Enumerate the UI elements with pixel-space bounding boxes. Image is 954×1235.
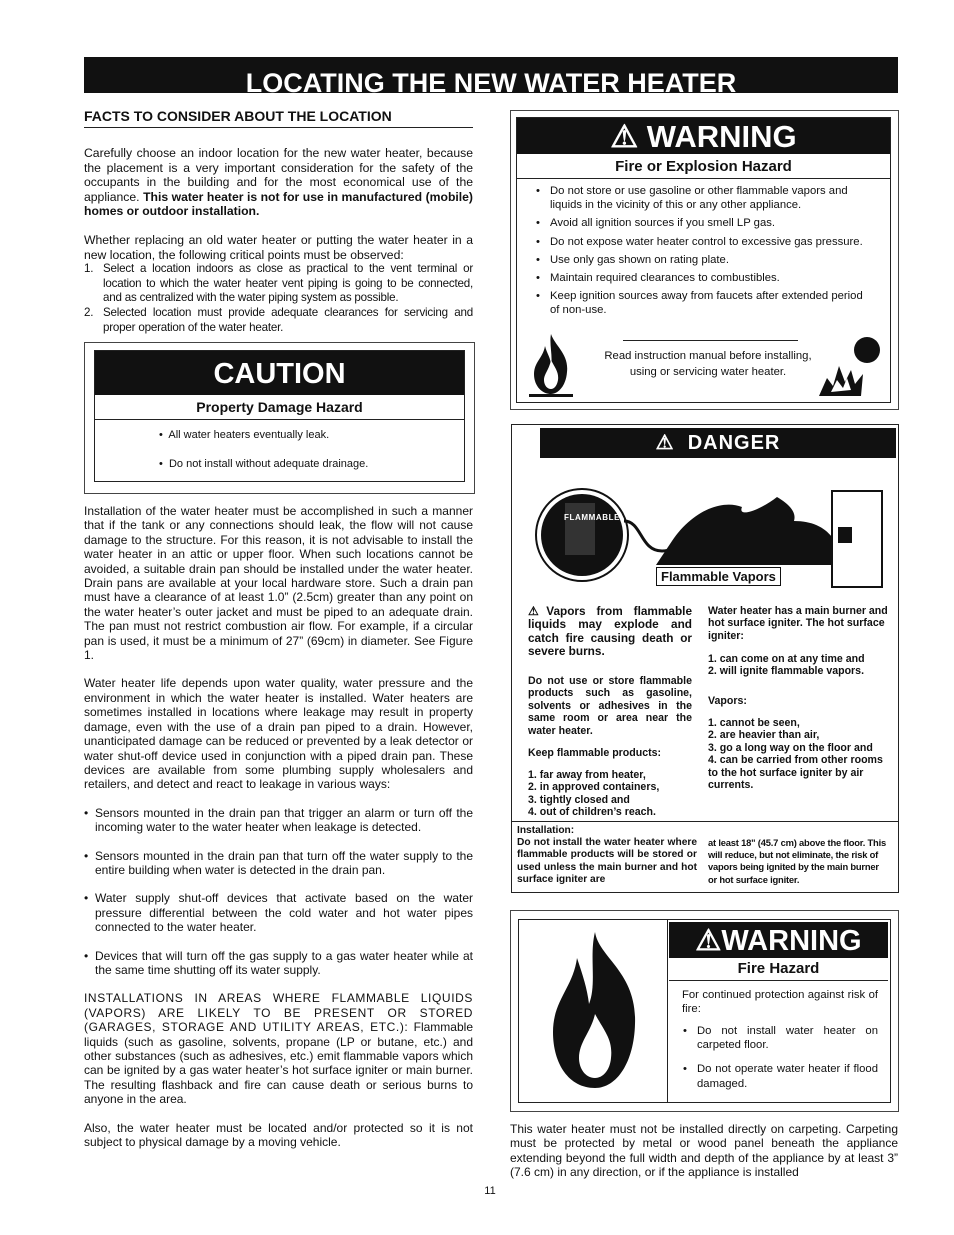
alert-triangle-icon: ⚠ <box>695 925 722 957</box>
intro-paragraph <box>84 146 473 219</box>
carpet-paragraph: This water heater must not be installed directly on carpeting. Carpeting must be protected by metal or wood panel beneath the appliance extending beyond the full width and depth of the appliance by at least 3” (7.6 cm) in any direction, or if the appliance is installed <box>510 1122 898 1180</box>
warning-subtitle: Fire Hazard <box>669 958 888 981</box>
point-text: Selected location must provide adequate clearances for servicing and proper operation of the water heater. <box>103 305 473 334</box>
list-item: 2. are heavier than air, <box>708 729 820 742</box>
device-list <box>84 806 473 978</box>
left-column-bottom <box>84 504 473 1163</box>
list-item <box>84 262 473 306</box>
fire-explosion-warning <box>516 117 891 403</box>
location-points <box>84 262 473 335</box>
vapors-warning: ⚠Vapors from flammable liquids may explode and catch fire causing death or severe burns. <box>528 604 692 659</box>
can-label: FLAMMABLE <box>563 513 621 522</box>
installation-heading: Installation: <box>517 825 575 836</box>
explosion-icon <box>817 334 885 400</box>
keep-list <box>528 769 692 819</box>
vapors-label: Flammable Vapors <box>656 567 781 586</box>
list-item: • Sensors mounted in the drain pan that turn off the water supply to the entire building when water is detected in the drain pan. <box>84 849 473 878</box>
flammable-rest: Flammable liquids (such as gasoline, solvents, propane (LP or butane, etc.) and other substances (such as adhesives, etc.) emit flammable vapors which can be ignited by a gas water heater’s hot surface igniter or main burner. The resulting flashback and fire can cause death or serious burns to anyone in the area. <box>84 1020 473 1107</box>
fire-hazard-warning <box>518 919 891 1103</box>
list-item: • Devices that will turn off the gas supply to a gas water heater while at the same time shutting off its water supply. <box>84 949 473 978</box>
list-item: • Sensors mounted in the drain pan that trigger an alarm or turn off the incoming water to the water heater when leakage is detected. <box>84 806 473 835</box>
igniter-list <box>708 653 890 678</box>
list-item: • Water supply shut-off devices that activate based on the water pressure differential between the cold water and hot water pipes connected to the water heater. <box>84 891 473 934</box>
installation-text-cont: at least 18" (45.7 cm) above the floor. This will reduce, but not eliminate, the risk of vapors being ignited by the main burner or hot surface igniter. <box>708 837 886 885</box>
list-item: 4. can be carried from other rooms to the hot surface igniter by air currents. <box>708 754 883 792</box>
list-item: 3. go a long way on the floor and <box>708 741 873 754</box>
divider <box>623 340 798 341</box>
left-column-top <box>84 146 473 349</box>
point-number: 1. <box>84 262 94 276</box>
alert-triangle-icon: ⚠ <box>610 119 639 154</box>
list-item: 4. out of children’s reach. <box>528 806 656 819</box>
caution-subtitle: Property Damage Hazard <box>95 395 464 420</box>
list-item: • Avoid all ignition sources if you smell LP gas. <box>535 216 875 230</box>
divider <box>667 920 668 1102</box>
divider <box>512 821 898 822</box>
page-number: 11 <box>484 1185 496 1197</box>
list-item: • Do not install water heater on carpeted floor. <box>682 1024 878 1052</box>
list-item: 3. tightly closed and <box>528 793 630 806</box>
life-paragraph: Water heater life depends upon water quality, water pressure and the environment in which the water heater is installed. Water heaters are sometimes installed in locations where leakage may result in property damage, even with the use of a drain pan piped to a drain. However, unanticipated damage can be reduced or prevented by a leak detector or water shut-off device used in conjunction with a piped drain pan. These devices are available from some plumbing supply wholesalers and retailers, and detect and react to leakage in various ways: <box>84 676 473 792</box>
page-title: LOCATING THE NEW WATER HEATER <box>84 57 898 93</box>
intro-bold: This water heater is not for use in manufactured (mobile) homes or outdoor installation. <box>84 189 473 219</box>
caution-item: • All water heaters eventually leak. <box>159 429 330 441</box>
warning-title: ⚠WARNING <box>669 922 888 958</box>
point-text: Select a location indoors as close as practical to the vent terminal or location to which the water heater vent piping is going to be connected, and as centralized with the water piping system as possible. <box>103 262 473 305</box>
warning-subtitle: Fire or Explosion Hazard <box>517 154 890 179</box>
flammable-caps: INSTALLATIONS IN AREAS WHERE FLAMMABLE LIQUIDS (VAPORS) ARE LIKELY TO BE PRESENT OR STORED (GARAGES, STORAGE AND UTILITY AREAS, ETC.): <box>84 991 473 1035</box>
list-item: 1. can come on at any time and <box>708 653 865 665</box>
list-item: • Do not operate water heater if flood damaged. <box>682 1062 878 1090</box>
list-item: • Use only gas shown on rating plate. <box>535 253 875 267</box>
list-item: • Maintain required clearances to combustibles. <box>535 271 875 285</box>
list-item: 1. cannot be seen, <box>708 717 800 729</box>
list-item <box>84 306 473 335</box>
vapors-heading: Vapors: <box>708 695 747 707</box>
installation-text: Do not install the water heater where flammable products will be stored or used unless the main burner and hot surface igniter are <box>517 837 697 885</box>
warning-title: ⚠ WARNING <box>517 118 890 154</box>
warning-list <box>682 1024 878 1095</box>
flammable-paragraph <box>84 991 473 1106</box>
installation-note <box>517 825 697 886</box>
list-item: 2. in approved containers, <box>528 781 660 794</box>
flame-icon <box>525 332 577 398</box>
warning-list <box>535 184 875 322</box>
list-item: 2. will ignite flammable vapors. <box>708 665 865 678</box>
warning-note: Read instruction manual before installing, using or servicing water heater. <box>604 350 812 378</box>
list-item: • Do not store or use gasoline or other flammable vapors and liquids in the vicinity of this or any other appliance. <box>535 184 875 212</box>
flame-icon <box>539 928 651 1094</box>
replace-paragraph: Whether replacing an old water heater or putting the water heater in a new location, the following critical points must be observed: <box>84 232 473 262</box>
caution-box <box>94 350 465 482</box>
burner-text: Water heater has a main burner and hot surface igniter. The hot surface igniter: <box>708 605 888 642</box>
danger-label <box>511 424 899 893</box>
vehicle-paragraph: Also, the water heater must be located and/or protected so it is not subject to physical damage by a moving vehicle. <box>84 1120 473 1150</box>
danger-title: ⚠ DANGER <box>540 428 896 458</box>
keep-heading: Keep flammable products: <box>528 747 662 759</box>
section-heading: FACTS TO CONSIDER ABOUT THE LOCATION <box>84 108 473 128</box>
alert-triangle-icon: ⚠ <box>528 604 547 618</box>
vapors-list <box>708 717 884 791</box>
list-item: 1. far away from heater, <box>528 769 646 781</box>
caution-title: CAUTION <box>95 351 464 395</box>
alert-triangle-icon: ⚠ <box>655 432 675 454</box>
intro-plain: Carefully choose an indoor location for the new water heater, because the placement is a very important consideration for the safety of the occupants in the building and for the most economical use of the appliance. <box>84 146 473 204</box>
point-number: 2. <box>84 305 94 319</box>
list-item: • Do not expose water heater control to excessive gas pressure. <box>535 235 875 249</box>
warning-intro: For continued protection against risk of fire: <box>682 989 878 1016</box>
do-not-store: Do not use or store flammable products such as gasoline, solvents or adhesives in the same room or area near the water heater. <box>528 675 692 737</box>
caution-item: • Do not install without adequate drainage. <box>159 458 369 470</box>
install-paragraph: Installation of the water heater must be accomplished in such a manner that if the tank or any connections should leak, the flow will not cause damage to the structure. For this reason, it is not advisable to install the water heater in an attic or upper floor. When such locations cannot be avoided, a suitable drain pan should be installed under the water heater. Drain pans are available at your local hardware store. Such a drain pan must have a clearance of at least 1.0” (2.5cm) greater than any point on the water heater’s outer jacket and must be piped to an adequate drain. The pan must not restrict combustion air flow. For example, if a circular pan is used, it must be a minimum of 27” (69cm) in diameter. See Figure 1. <box>84 504 473 663</box>
list-item: • Keep ignition sources away from faucets after extended period of non-use. <box>535 289 875 317</box>
